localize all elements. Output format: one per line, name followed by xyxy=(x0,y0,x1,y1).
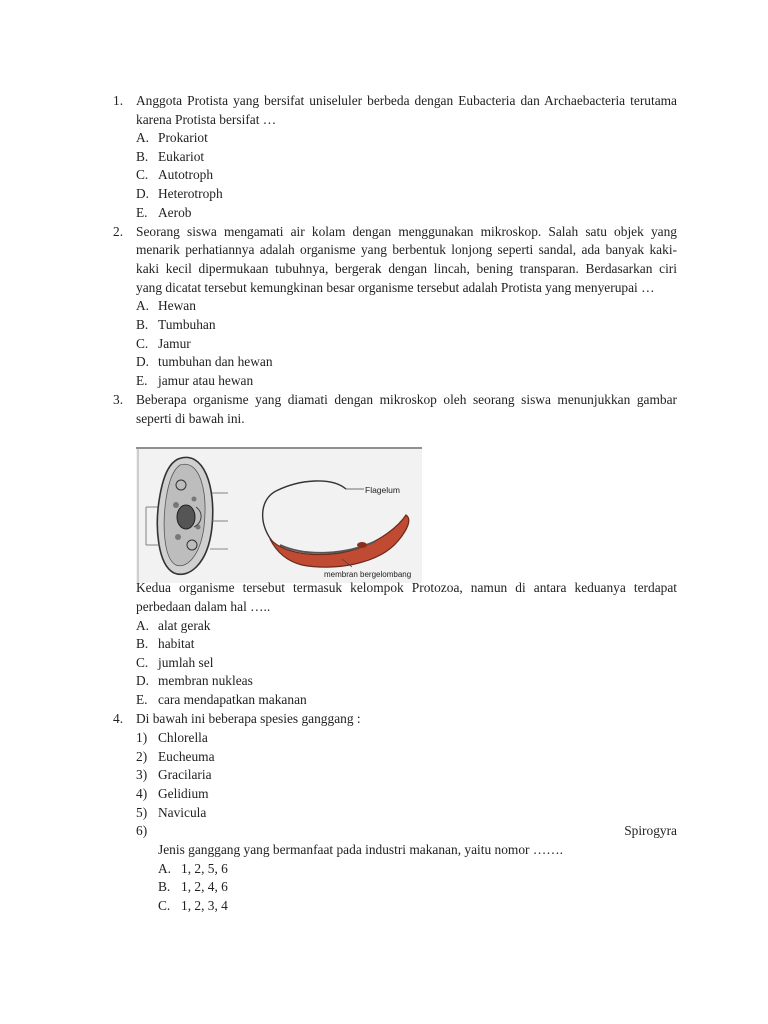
q4-option-letter: C. xyxy=(158,898,171,913)
q1-text-line-2: karena Protista bersifat … xyxy=(136,112,277,127)
q1-option-letter: B. xyxy=(136,149,149,164)
q1-option-letter: C. xyxy=(136,167,149,182)
q2-text-line-4: yang dicatat tersebut kemungkinan besar organisme tersebut adalah Protista yang menyerupai … xyxy=(136,280,655,295)
q2-text-line-1: Seorang siswa mengamati air kolam dengan menggunakan mikroskop. Salah satu objek yang xyxy=(136,224,677,239)
q3-number: 3. xyxy=(113,392,124,407)
q4-species-number: 2) xyxy=(136,749,148,764)
q1-option-letter: D. xyxy=(136,186,150,201)
q4-option-letter: A. xyxy=(158,861,172,876)
q1-option-letter: A. xyxy=(136,130,150,145)
q2-text-line-3: kaki kecil dipermukaan tubuhnya, bergerak dengan lincah, bening transparan. Berdasarkan ciri xyxy=(136,261,677,276)
q2-option-text: Tumbuhan xyxy=(158,317,216,332)
q2-option-text: jamur atau hewan xyxy=(158,373,254,388)
q4-species-number: 6) xyxy=(136,823,148,838)
q2-option-text: Hewan xyxy=(158,298,196,313)
q2-option-letter: E. xyxy=(136,373,148,388)
q1-option-letter: E. xyxy=(136,205,148,220)
q4-species-name: Eucheuma xyxy=(158,749,215,764)
protozoa-figure xyxy=(136,447,422,583)
q4-number: 4. xyxy=(113,711,124,726)
q4-text: Di bawah ini beberapa spesies ganggang : xyxy=(136,711,361,726)
q3-option-letter: B. xyxy=(136,636,149,651)
q3-option-letter: C. xyxy=(136,655,149,670)
q3-text-line-2: seperti di bawah ini. xyxy=(136,411,245,426)
q3-option-text: alat gerak xyxy=(158,618,211,633)
q3-option-text: membran nukleas xyxy=(158,673,253,688)
q1-option-text: Heterotroph xyxy=(158,186,223,201)
q3-after-line-2: perbedaan dalam hal ….. xyxy=(136,599,271,614)
q4-species-number: 1) xyxy=(136,730,148,745)
q4-species-name: Spirogyra xyxy=(624,823,677,838)
q3-option-text: jumlah sel xyxy=(158,655,214,670)
q3-option-text: cara mendapatkan makanan xyxy=(158,692,307,707)
q1-option-text: Autotroph xyxy=(158,167,214,182)
q3-after-line-1: Kedua organisme tersebut termasuk kelompok Protozoa, namun di antara keduanya terdapat xyxy=(136,580,677,595)
q2-number: 2. xyxy=(113,224,124,239)
q4-option-text: 1, 2, 5, 6 xyxy=(181,861,228,876)
q4-species-name: Navicula xyxy=(158,805,207,820)
q1-text-line-1: Anggota Protista yang bersifat uniseluler berbeda dengan Eubacteria dan Archaebacteria terutama xyxy=(136,93,677,108)
q2-option-letter: C. xyxy=(136,336,149,351)
q1-number: 1. xyxy=(113,93,124,108)
q4-species-name: Gelidium xyxy=(158,786,209,801)
q2-text-line-2: menarik perhatiannya adalah organisme yang berbentuk lonjong seperti sandal, ada banyak kaki- xyxy=(136,242,677,257)
q3-option-text: habitat xyxy=(158,636,195,651)
q3-option-letter: A. xyxy=(136,618,150,633)
q2-option-letter: A. xyxy=(136,298,150,313)
protozoa-illustration xyxy=(136,447,422,583)
q4-species-number: 5) xyxy=(136,805,148,820)
q4-species-name: Chlorella xyxy=(158,730,208,745)
q3-text-line-1: Beberapa organisme yang diamati dengan mikroskop oleh seorang siswa menunjukkan gambar xyxy=(136,392,677,407)
q1-option-text: Eukariot xyxy=(158,149,205,164)
q1-option-text: Aerob xyxy=(158,205,192,220)
q4-question: Jenis ganggang yang bermanfaat pada industri makanan, yaitu nomor ……. xyxy=(158,842,563,857)
q3-option-letter: E. xyxy=(136,692,148,707)
q4-option-text: 1, 2, 4, 6 xyxy=(181,879,228,894)
q4-species-name: Gracilaria xyxy=(158,767,212,782)
q4-species-number: 3) xyxy=(136,767,148,782)
q2-option-letter: B. xyxy=(136,317,149,332)
q4-option-letter: B. xyxy=(158,879,171,894)
q4-species-number: 4) xyxy=(136,786,148,801)
q2-option-text: tumbuhan dan hewan xyxy=(158,354,273,369)
q3-option-letter: D. xyxy=(136,673,150,688)
flagellum-label: Flagelum xyxy=(365,485,400,495)
q2-option-text: Jamur xyxy=(158,336,191,351)
q4-option-text: 1, 2, 3, 4 xyxy=(181,898,228,913)
membrane-label: membran bergelombang xyxy=(324,570,412,579)
q1-option-text: Prokariot xyxy=(158,130,208,145)
q2-option-letter: D. xyxy=(136,354,150,369)
